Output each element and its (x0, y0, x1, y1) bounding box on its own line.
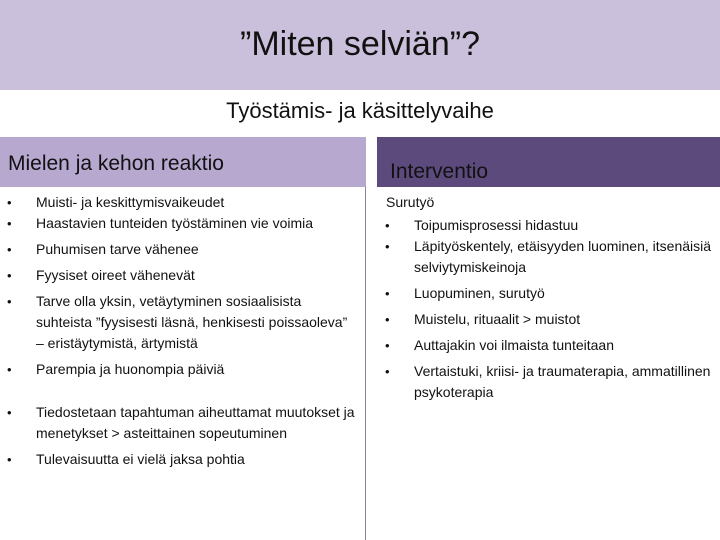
reaction-list (7, 192, 356, 470)
list-item: • Tarve olla yksin, vetäytyminen sosiaalisista suhteista ”fyysisesti läsnä, henkisesti poissaoleva” – eristäytymistä, ärtymistä (7, 293, 348, 351)
slide-subtitle: Työstämis- ja käsittelyvaihe (226, 98, 494, 123)
bullet-icon: • (385, 218, 390, 233)
bullet-icon: • (385, 286, 390, 301)
intervention-list (385, 215, 714, 403)
bullet-icon: • (7, 216, 12, 231)
left-column-heading: Mielen ja kehon reaktio (8, 152, 224, 175)
list-item: • Tulevaisuutta ei vielä jaksa pohtia (36, 449, 356, 470)
list-item: • Toipumisprosessi hidastuu (414, 215, 714, 236)
bullet-icon: • (7, 362, 12, 377)
bullet-icon: • (385, 239, 390, 254)
list-item: • Läpityöskentely, etäisyyden luominen, itsenäisiä selviytymiskeinoja (385, 238, 712, 275)
slide-title: ”Miten selviän”? (240, 25, 480, 63)
bullet-icon: • (7, 452, 12, 467)
list-item: • Muistelu, rituaalit > muistot (414, 309, 714, 330)
list-item: • Parempia ja huonompia päiviä (36, 359, 356, 380)
bullet-icon: • (7, 268, 12, 283)
bullet-icon: • (385, 338, 390, 353)
bullet-icon: • (385, 364, 390, 379)
list-item: • Fyysiset oireet vähenevät (36, 265, 356, 286)
list-item: • Puhumisen tarve vähenee (36, 239, 356, 260)
list-item: • Vertaistuki, kriisi- ja traumaterapia, ammatillinen psykoterapia (385, 363, 711, 400)
intervention-group-label: Surutyö (386, 194, 435, 210)
bullet-icon: • (7, 195, 12, 210)
list-item: • Tiedostetaan tapahtuman aiheuttamat muutokset ja menetykset > asteittainen sopeutuminen (7, 404, 355, 441)
bullet-icon: • (385, 312, 390, 327)
list-item: • Muisti- ja keskittymisvaikeudet (36, 192, 356, 213)
bullet-icon: • (7, 294, 12, 309)
list-item: • Luopuminen, surutyö (414, 283, 714, 304)
bullet-icon: • (7, 242, 12, 257)
list-item: • Auttajakin voi ilmaista tunteitaan (414, 335, 714, 356)
right-column-heading: Interventio (390, 160, 489, 183)
bullet-icon: • (7, 405, 12, 420)
list-item: • Haastavien tunteiden työstäminen vie voimia (36, 213, 356, 234)
